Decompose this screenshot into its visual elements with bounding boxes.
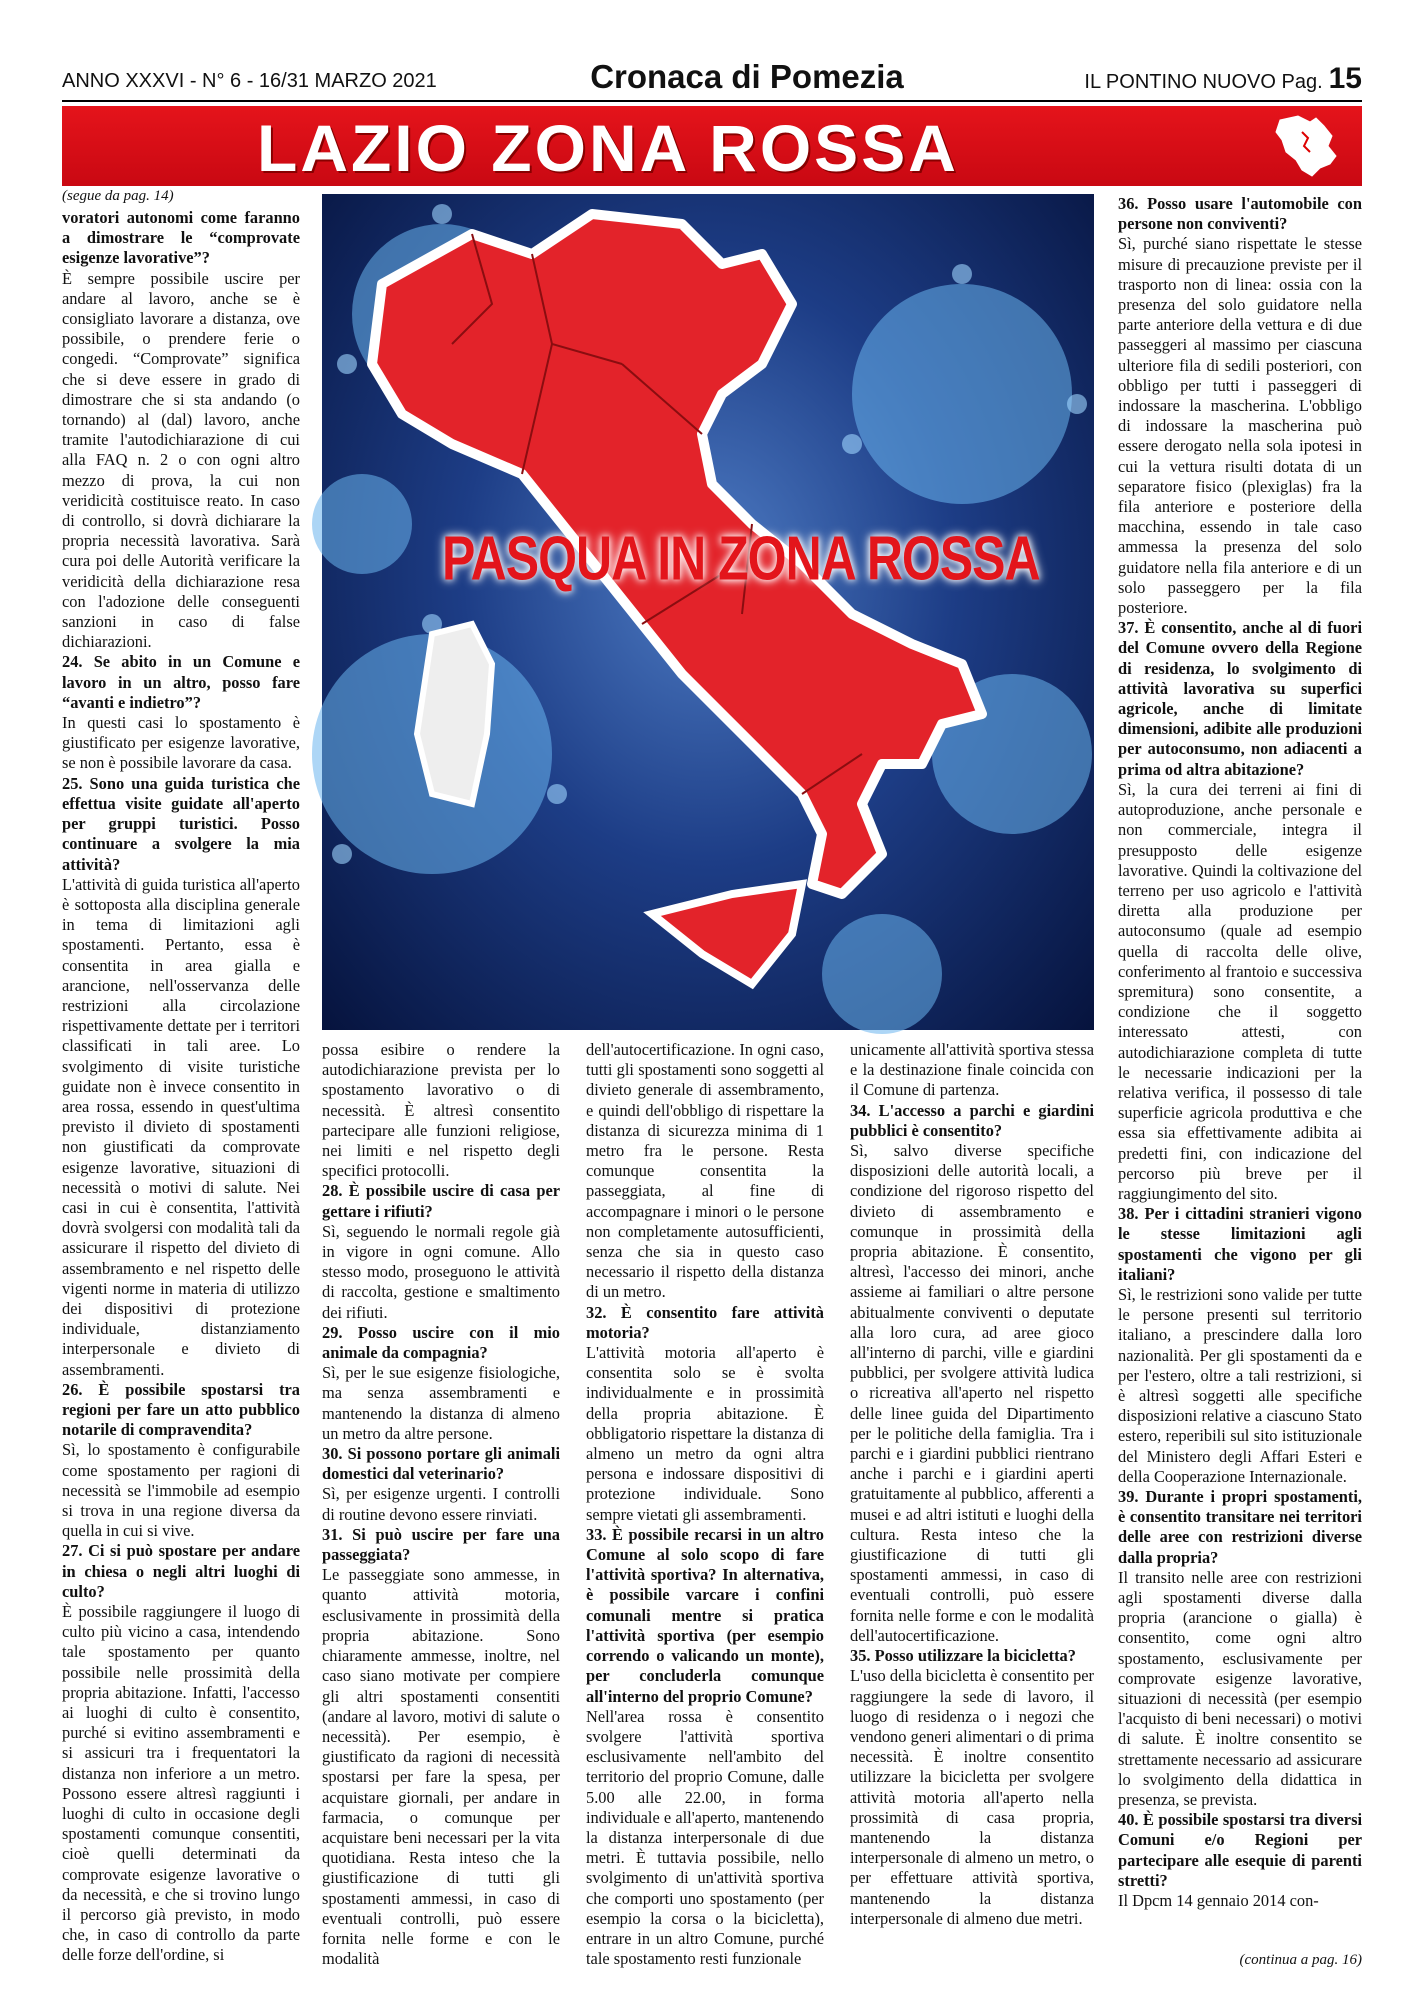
article-column-3 bbox=[586, 1040, 824, 1969]
question-23-tail: voratori autonomi come faranno a dimostrare le “comprovate esigenze lavorative”? bbox=[62, 208, 300, 268]
continued-to-note: (continua a pag. 16) bbox=[1239, 1952, 1362, 1968]
question-36: 36. Posso usare l'automobile con persone non conviventi? bbox=[1118, 194, 1362, 234]
section-title: Cronaca di Pomezia bbox=[590, 58, 904, 95]
masthead bbox=[62, 58, 1362, 100]
masthead-rule bbox=[62, 100, 1362, 102]
answer-38: Sì, le restrizioni sono valide per tutte le persone presenti sul territorio italiano, a prescindere dalla loro nazionalità. Per gli spostamenti da e per l'estero, oltre a tali restrizioni, si è altresì soggetti alle specifiche disposizioni relative a ciascuno Stato estero, reperibili sul sito istituzionale del Ministero degli Affari Esteri e della Cooperazione Internazionale. bbox=[1118, 1284, 1362, 1486]
question-34: 34. L'accesso a parchi e giardini pubblici è consentito? bbox=[850, 1100, 1094, 1140]
answer-24: In questi casi lo spostamento è giustificato per esigenze lavorative, se non è possibile lavorare da casa. bbox=[62, 713, 300, 773]
question-31: 31. Si può uscire per fare una passeggiata? bbox=[322, 1524, 560, 1565]
answer-28: Sì, seguendo le normali regole già in vigore in ogni comune. Allo stesso modo, proseguono le attività di raccolta, gestione e smaltimento dei rifiuti. bbox=[322, 1221, 560, 1322]
question-33: 33. È possibile recarsi in un altro Comune al solo scopo di fare l'attività sportiva? In alternativa, è possibile varcare i confini comunali mentre si pratica l'attività sportiva (per esempio correndo o valicando un monte), per concluderla comunque all'interno del proprio Comune? bbox=[586, 1524, 824, 1706]
continued-from-note: (segue da pag. 14) bbox=[62, 188, 174, 204]
article-column-1 bbox=[62, 208, 300, 1965]
question-37: 37. È consentito, anche al di fuori del Comune ovvero della Regione di residenza, lo svolgimento di attività lavorativa su superfici agricole, anche di limitate dimensioni, adibite alle produzioni per autoconsumo, non adiacenti a prima od altra abitazione? bbox=[1118, 618, 1362, 779]
answer-27: È possibile raggiungere il luogo di culto più vicino a casa, intendendo tale spostamento per quanto possibile nelle prossimità della propria abitazione. Infatti, l'accesso ai luoghi di culto è consentito, purché si evitino assembramenti e si assicuri tra i frequentatori la distanza non inferiore a un metro. Possono essere altresì raggiunti i luoghi di culto in occasione degli spostamenti comunque consentiti, cioè quelli determinati da comprovate esigenze lavorative o da necessità, e che si trovino lungo il percorso già previsto, in modo che, in caso di controllo da parte delle forze dell'ordine, si bbox=[62, 1602, 300, 1965]
question-29: 29. Posso uscire con il mio animale da compagnia? bbox=[322, 1322, 560, 1363]
answer-33-tail: unicamente all'attività sportiva stessa e la destinazione finale coincida con il Comune di partenza. bbox=[850, 1040, 1094, 1100]
paper-name: IL PONTINO NUOVO Pag. bbox=[1084, 71, 1323, 93]
article-column-4 bbox=[850, 1040, 1094, 1956]
question-35: 35. Posso utilizzare la bicicletta? bbox=[850, 1646, 1076, 1666]
page-number: 15 bbox=[1328, 62, 1362, 95]
question-25: 25. Sono una guida turistica che effettua visite guidate all'aperto per gruppi turistici. Posso continuare a svolgere la mia attività? bbox=[62, 773, 300, 874]
photo-overlay-title: PASQUA IN ZONA ROSSA bbox=[442, 523, 1040, 593]
question-30: 30. Si possono portare gli animali domestici dal veterinario? bbox=[322, 1444, 560, 1484]
answer-31-tail: dell'autocertificazione. In ogni caso, tutti gli spostamenti sono soggetti al divieto generale di assembramento, e quindi dell'obbligo di rispettare la distanza di sicurezza minima di 1 metro fra le persone. Resta comunque consentita la passeggiata, al fine di accompagnare i minori o le persone non completamente autosufficienti, senza che sia in questo caso necessario il rispetto della distanza di un metro. bbox=[586, 1040, 824, 1302]
answer-36: Sì, purché siano rispettate le stesse misure di precauzione previste per il trasporto non di linea: ossia con la presenza del solo guidatore nella parte anteriore della vettura e di due passeggeri al massimo per ciascuna ulteriore fila di sedili posteriori, con obbligo per tutti i passeggeri di indossare la mascherina. L'obbligo di indossare la mascherina può essere derogato nella sola ipotesi in cui la vettura risulti dotata di un separatore fisico (plexiglas) fra la fila anteriore e posteriore della macchina, essendo in tale caso ammessa la presenza del solo guidatore nella fila anteriore e di un solo passeggero per la fila posteriore. bbox=[1118, 234, 1362, 618]
answer-39: Il transito nelle aree con restrizioni agli spostamenti diverse dalla propria (arancione o gialla) è consentito, come ogni altro spostamento, esclusivamente per comprovate esigenze lavorative, situazioni di necessità (per esempio l'acquisto di beni necessari) o motivi di salute. È inoltre consentito se strettamente necessario ad assicurare lo svolgimento della didattica in presenza, se prevista. bbox=[1118, 1567, 1362, 1810]
question-39: 39. Durante i propri spostamenti, è consentito transitare nei territori delle aree con restrizioni diverse dalla propria? bbox=[1118, 1487, 1362, 1567]
answer-27-tail: possa esibire o rendere la autodichiarazione prevista per lo spostamento lavorativo o di necessità. È altresì consentito partecipare alle funzioni religiose, nei limiti e nel rispetto degli specifici protocolli. bbox=[322, 1040, 560, 1181]
answer-37: Sì, la cura dei terreni ai fini di autoproduzione, anche personale e non commerciale, integra il presupposto delle esigenze lavorative. Quindi la coltivazione del terreno per uso agricolo e l'attività diretta alla produzione per autoconsumo (quale ad esempio quella di raccolta delle olive, conferimento al frantoio e successiva spremitura) sono consentite, a condizione che il soggetto interessato attesti, con autodichiarazione completa di tutte le necessarie indicazioni per la relativa verifica, il possesso di tale superficie agricola produttiva e che essa sia effettivamente adibita ai predetti fini, con indicazione del percorso più breve per il raggiungimento del sito. bbox=[1118, 779, 1362, 1203]
question-40: 40. È possibile spostarsi tra diversi Comuni e/o Regioni per partecipare alle esequie di parenti stretti? bbox=[1118, 1810, 1362, 1890]
answer-32: L'attività motoria all'aperto è consentita solo se è svolta individualmente e in prossimità della propria abitazione. È obbligatorio rispettare la distanza di almeno un metro da ogni altra persona e indossare dispositivi di protezione individuale. Sono sempre vietati gli assembramenti. bbox=[586, 1343, 824, 1524]
issue-info: ANNO XXXVI - N° 6 - 16/31 MARZO 2021 bbox=[62, 70, 437, 92]
question-32: 32. È consentito fare attività motoria? bbox=[586, 1302, 824, 1342]
sardinia-shape bbox=[417, 624, 492, 804]
paper-page bbox=[1084, 62, 1362, 96]
lazio-region-map-icon bbox=[1272, 112, 1342, 180]
answer-29: Sì, per le sue esigenze fisiologiche, ma senza assembramenti e mantenendo la distanza di almeno un metro da altre persone. bbox=[322, 1363, 560, 1443]
article-column-5 bbox=[1118, 194, 1362, 1942]
answer-34: Sì, salvo diverse specifiche disposizioni delle autorità locali, a condizione del rigoroso rispetto del divieto di assembramento e comunque in prossimità della propria abitazione. È consentito, altresì, l'accesso dei minori, anche assieme ai familiari o altre persone abitualmente conviventi o deputate alla loro cura, ad aree gioco all'interno di parchi, ville e giardini pubblici, per svolgere attività ludica o ricreativa all'aperto nel rispetto delle linee guida del Dipartimento per le politiche della famiglia. Tra i parchi e i giardini pubblici rientrano anche i parchi e i giardini aperti gratuitamente al pubblico, afferenti a musei e ad altri istituti e luoghi della cultura. Resta inteso che la giustificazione di tutti gli spostamenti ammessi, in caso di eventuali controlli, può essere fornita nelle forme e con le modalità dell'autocertificazione. bbox=[850, 1141, 1094, 1645]
italy-map-illustration bbox=[322, 194, 1094, 1030]
answer-23: È sempre possibile uscire per andare al lavoro, anche se è consigliato lavorare a distanza, ove possibile, o prendere ferie o congedi. “Comprovate” significa che si deve essere in grado di dimostrare che si sta andando (o tornando) al (dal) lavoro, anche tramite l'autodichiarazione di cui alla FAQ n. 2 o con ogni altro mezzo di prova, la cui non veridicità costituisce reato. In caso di controllo, si dovrà dichiarare la propria necessità lavorativa. Sarà cura poi delle Autorità verificare la veridicità della dichiarazione resa con l'adozione delle conseguenti sanzioni in caso di false dichiarazioni. bbox=[62, 268, 300, 652]
question-24: 24. Se abito in un Comune e lavoro in un altro, posso fare “avanti e indietro”? bbox=[62, 652, 300, 712]
italy-map-virus-image bbox=[322, 194, 1094, 1030]
answer-40: Il Dpcm 14 gennaio 2014 con- bbox=[1118, 1891, 1319, 1911]
sicily-shape bbox=[652, 884, 802, 984]
headline-banner bbox=[62, 106, 1362, 186]
question-26: 26. È possibile spostarsi tra regioni per fare un atto pubblico notarile di compravendita? bbox=[62, 1379, 300, 1440]
question-27: 27. Ci si può spostare per andare in chiesa o negli altri luoghi di culto? bbox=[62, 1541, 300, 1601]
answer-35: L'uso della bicicletta è consentito per raggiungere la sede di lavoro, il luogo di residenza o i negozi che vendono generi alimentari o di prima necessità. È inoltre consentito utilizzare la bicicletta per svolgere attività motoria all'aperto nella prossimità di casa propria, mantenendo la distanza interpersonale di almeno un metro, o per effettuare attività sportiva, mantenendo la distanza interpersonale di almeno due metri. bbox=[850, 1666, 1094, 1928]
answer-30: Sì, per esigenze urgenti. I controlli di routine devono essere rinviati. bbox=[322, 1484, 560, 1524]
question-28: 28. È possibile uscire di casa per gettare i rifiuti? bbox=[322, 1181, 560, 1221]
headline: LAZIO ZONA ROSSA bbox=[257, 111, 959, 185]
answer-31: Le passeggiate sono ammesse, in quanto attività motoria, esclusivamente in prossimità della propria abitazione. Sono chiaramente ammesse, inoltre, nel caso siano motivate per compiere gli altri spostamenti consentiti (andare al lavoro, motivi di salute o necessità). Per esempio, è giustificato da ragioni di necessità spostarsi per fare la spesa, per acquistare giornali, per andare in farmacia, o comunque per acquistare beni necessari per la vita quotidiana. Resta inteso che la giustificazione di tutti gli spostamenti ammessi, in caso di eventuali controlli, può essere fornita nelle forme e con le modalità bbox=[322, 1565, 560, 1969]
answer-25: L'attività di guida turistica all'aperto è sottoposta alla disciplina generale in tema di limitazioni agli spostamenti. Pertanto, essa è consentita in area gialla e arancione, nell'osservanza delle restrizioni alla circolazione rispettivamente dettate per i territori classificati in tali aree. Lo svolgimento di visite turistiche guidate non è invece consentito in area rossa, essendo in quest'ultima previsto il divieto di spostamenti non giustificati da comprovate esigenze lavorative, situazioni di necessità o motivi di salute. Nei casi in cui è consentita, l'attività dovrà svolgersi con modalità tali da assicurare il rispetto del divieto di assembramento e nel rispetto delle vigenti norme in materia di utilizzo dei dispositivi di protezione individuale, distanziamento interpersonale e divieto di assembramenti. bbox=[62, 874, 300, 1379]
answer-26: Sì, lo spostamento è configurabile come spostamento per ragioni di necessità se l'immobile ad esempio si trova in una regione diversa da quella in cui si vive. bbox=[62, 1440, 300, 1541]
article-column-2 bbox=[322, 1040, 560, 1969]
question-38: 38. Per i cittadini stranieri vigono le stesse limitazioni agli spostamenti che vigono per gli italiani? bbox=[1118, 1204, 1362, 1284]
answer-33: Nell'area rossa è consentito svolgere l'attività sportiva esclusivamente nell'ambito del territorio del proprio Comune, dalle 5.00 alle 22.00, in forma individuale e all'aperto, mantenendo la distanza interpersonale di due metri. È tuttavia possibile, nello svolgimento di un'attività sportiva che comporti uno spostamento (per esempio la corsa o la bicicletta), entrare in un altro Comune, purché tale spostamento resti funzionale bbox=[586, 1706, 824, 1969]
